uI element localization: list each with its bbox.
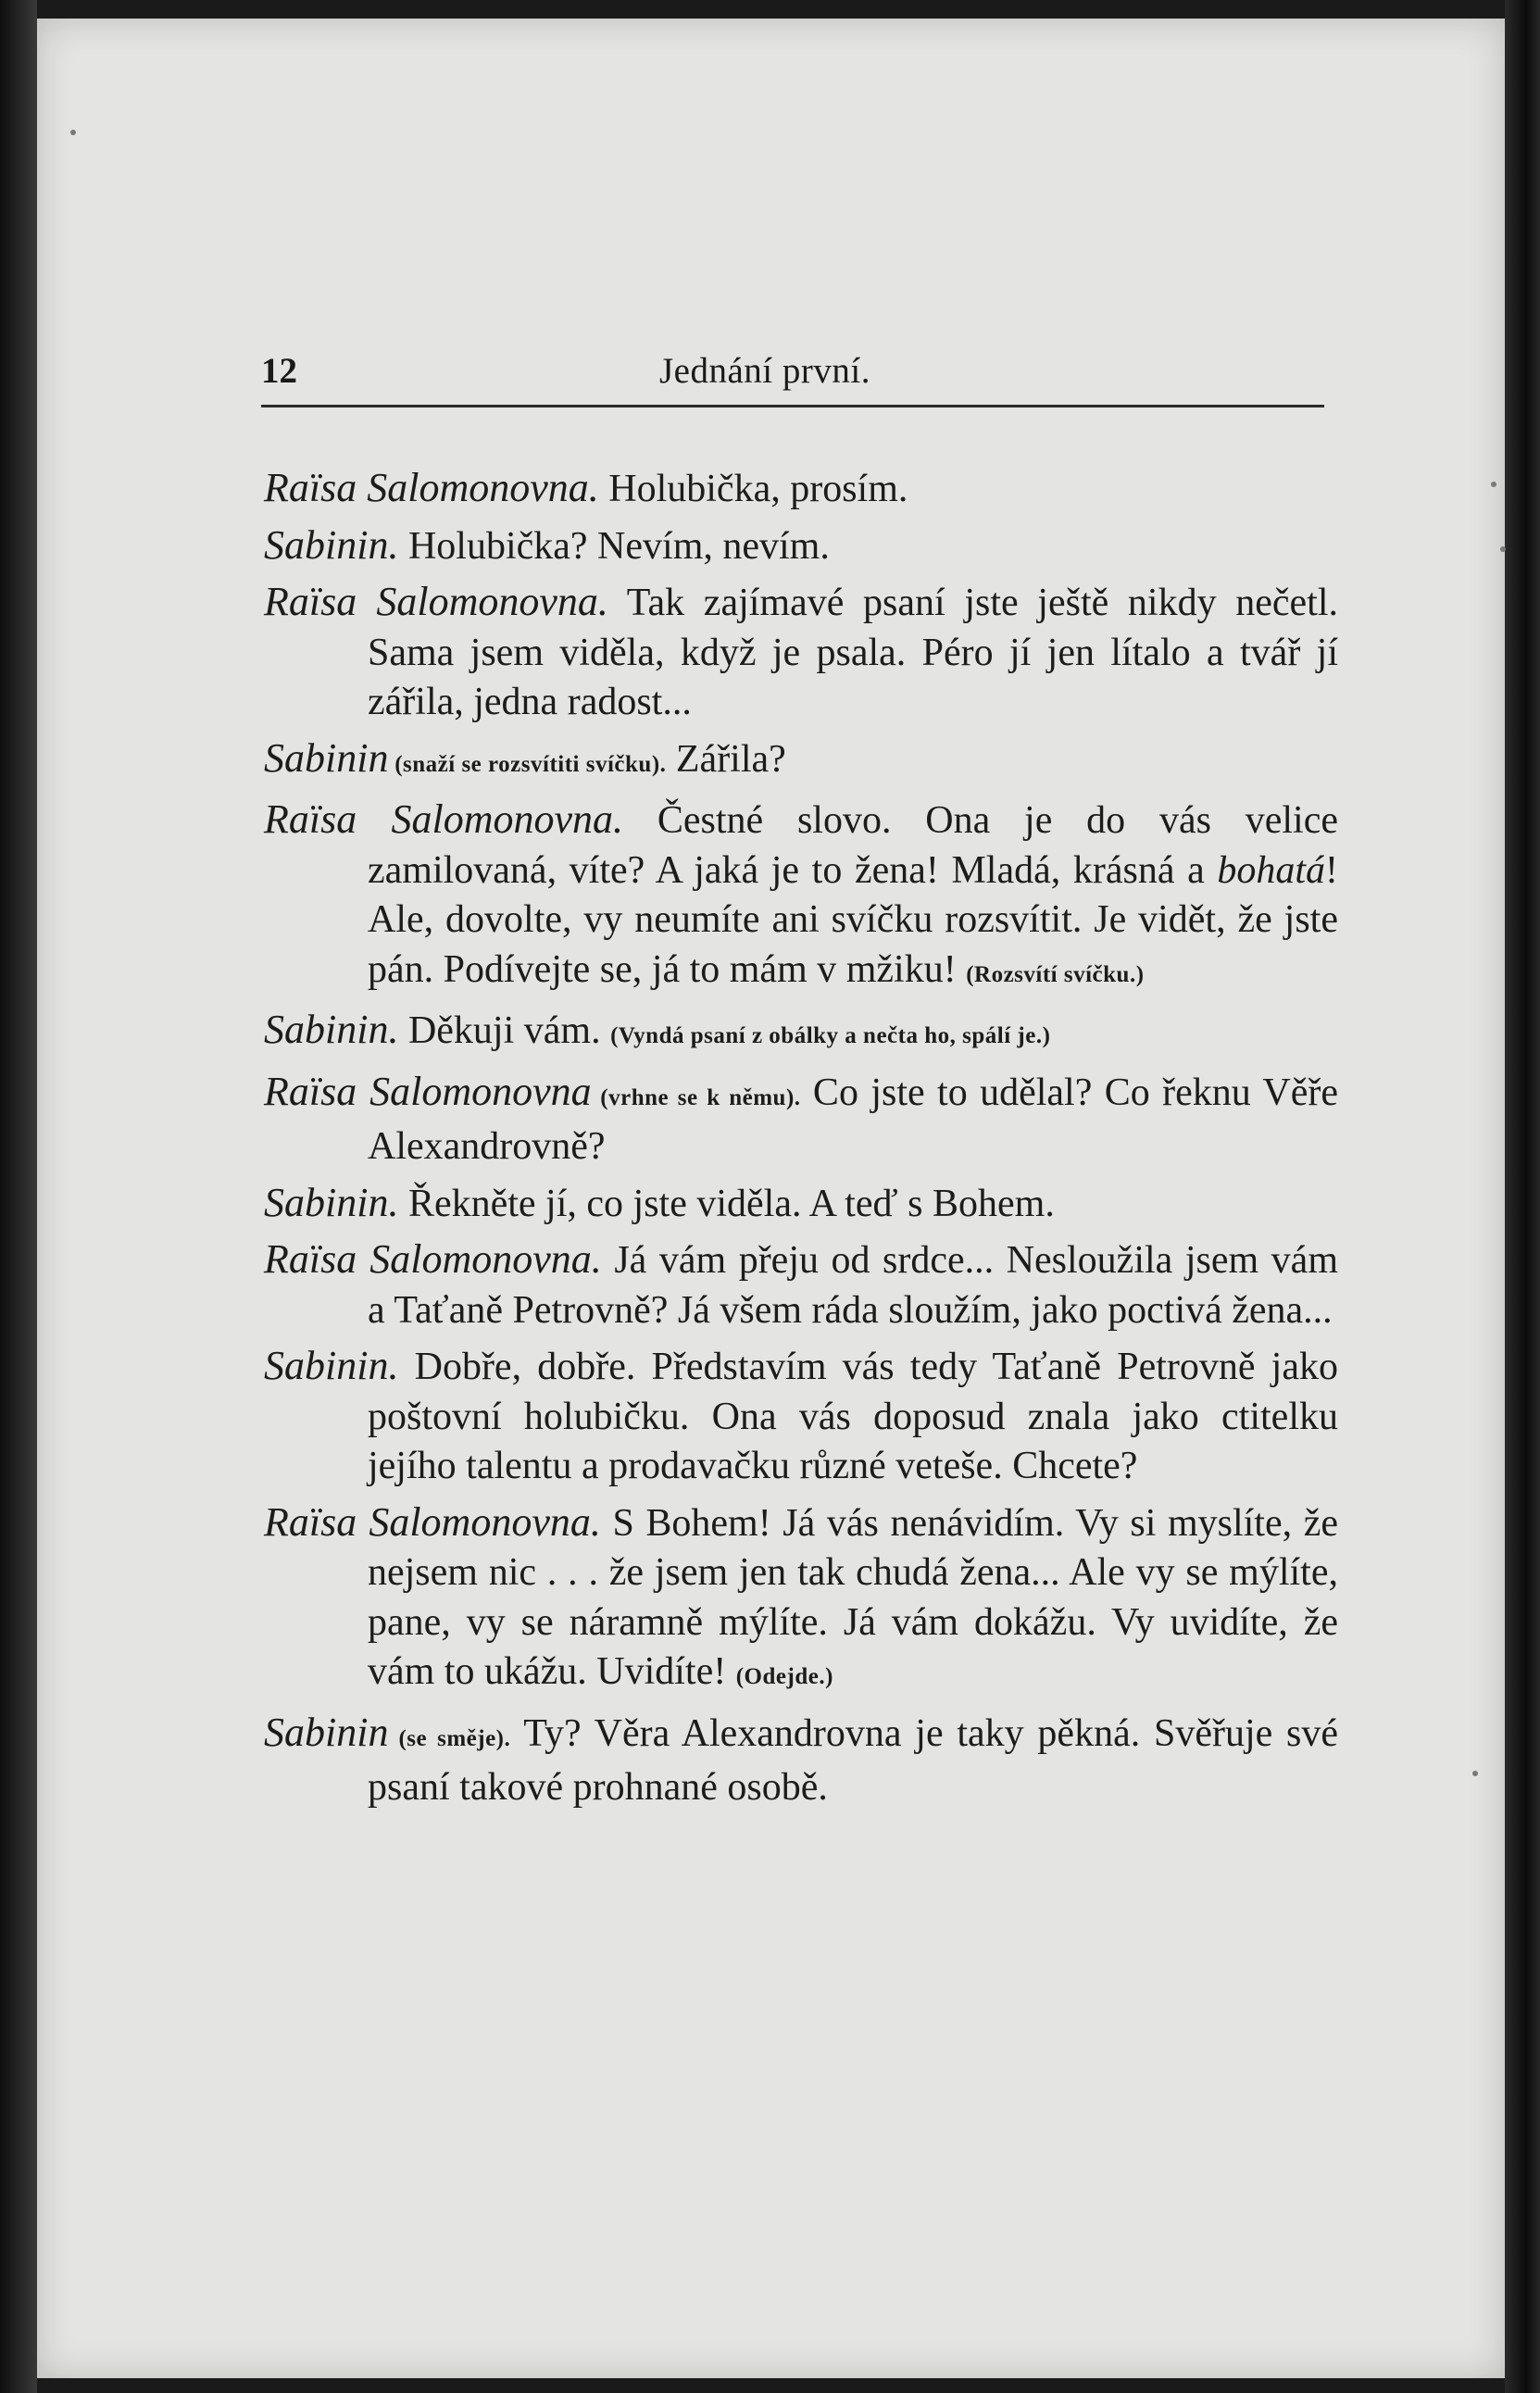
speaker-name: Sabinin. — [264, 1007, 399, 1052]
dialogue-line — [264, 1178, 1338, 1230]
speaker-name: Sabinin — [264, 734, 389, 781]
speech-text: Ty? Věra Alexandrovna je taky pěkná. Svěřuje své psaní takové prohnané osobě. — [368, 1711, 1338, 1809]
page-header — [261, 341, 1326, 406]
stage-direction: (snaží se rozsvítiti svíčku). — [388, 751, 667, 777]
dialogue-line — [264, 1708, 1338, 1813]
play-text — [264, 463, 1338, 1819]
speaker-name: Raïsa Salomonovna. — [264, 465, 599, 510]
speaker-name: Sabinin. — [264, 1343, 399, 1388]
speech-text: ! Ale, dovolte, vy neumíte ani svíčku rozsvítit. Je vidět, že jste pán. Podívejte se, já to mám v mžiku! — [368, 848, 1338, 991]
speaker-name: Raïsa Salomonovna. — [264, 796, 624, 842]
dialogue-line — [264, 577, 1338, 728]
speech-text: Co jste to udělal? Co řeknu Věře Alexandrovně? — [368, 1071, 1338, 1168]
speech-text: Čestné slovo. Ona je do vás velice zamilovaná, víte? A jaká je to žena! Mladá, krásná a — [368, 799, 1338, 892]
stage-direction: (Odejde.) — [735, 1664, 833, 1689]
speech-text: Dobře, dobře. Představím vás tedy Taťaně Petrovně jako poštovní holubičku. Ona vás doposud znala jako ctitelku jejího talentu a prodavačku různé veteše. Chcete? — [368, 1346, 1338, 1487]
speech-text: Zářila? — [666, 737, 786, 781]
speaker-name: Raïsa Salomonovna — [264, 1068, 592, 1114]
page-number: 12 — [261, 351, 297, 391]
speech-text: S Bohem! Já vás nenávidím. Vy si myslíte, že nejsem nic . . . že jsem jen tak chudá žena... Ale vy se mýlíte, pane, vy se náramně mýlíte. Já vám dokážu. Vy uvidíte, že vám to ukážu. Uvidíte! — [368, 1501, 1338, 1693]
stage-direction: (se směje). — [388, 1725, 511, 1751]
speech-text: Tak zajímavé psaní jste ještě nikdy nečetl. Sama jsem viděla, když je psala. Péro jí jen lítalo a tvář jí zářila, jedna radost... — [368, 582, 1338, 723]
running-head: Jednání první. — [659, 351, 870, 391]
speech-text: Řekněte jí, co jste viděla. A teď s Bohem. — [398, 1182, 1055, 1225]
stage-direction: (Vyndá psaní z obálky a nečta ho, spálí je.) — [610, 1023, 1051, 1048]
dust-speck — [70, 130, 76, 135]
speech-text: Holubička? Nevím, nevím. — [398, 524, 830, 568]
dialogue-line — [264, 1341, 1338, 1492]
dust-speck — [1500, 546, 1506, 552]
dialogue-line — [264, 1067, 1338, 1172]
speaker-name: Sabinin. — [264, 1179, 399, 1225]
dust-speck — [1472, 1771, 1478, 1776]
speaker-name: Raïsa Salomonovna. — [264, 1236, 602, 1282]
speech-text: Holubička, prosím. — [598, 468, 908, 510]
dialogue-line — [264, 1497, 1338, 1702]
speaker-name: Sabinin — [264, 1709, 389, 1755]
binding-edge — [0, 0, 37, 2393]
stage-direction: (vrhne se k němu). — [591, 1084, 801, 1110]
emphasized-word: bohatá — [1217, 848, 1325, 892]
speaker-name: Raïsa Salomonovna. — [264, 579, 608, 624]
stage-direction: (Rozsvítí svíčku.) — [966, 961, 1145, 987]
dialogue-line — [264, 463, 1338, 515]
dialogue-line — [264, 1234, 1338, 1335]
dialogue-line — [264, 1005, 1338, 1061]
dialogue-line — [264, 733, 1338, 790]
speech-text: Děkuji vám. — [398, 1009, 611, 1052]
page-edge — [1505, 0, 1540, 2393]
header-rule — [261, 405, 1324, 407]
dialogue-line — [264, 520, 1338, 572]
speaker-name: Raïsa Salomonovna. — [264, 1498, 601, 1545]
speaker-name: Sabinin. — [264, 521, 399, 568]
dust-speck — [1491, 482, 1496, 487]
dialogue-line — [264, 795, 1338, 999]
speech-text: Já vám přeju od srdce... Nesloužila jsem vám a Taťaně Petrovně? Já všem ráda sloužím, jako poctivá žena... — [368, 1239, 1338, 1332]
